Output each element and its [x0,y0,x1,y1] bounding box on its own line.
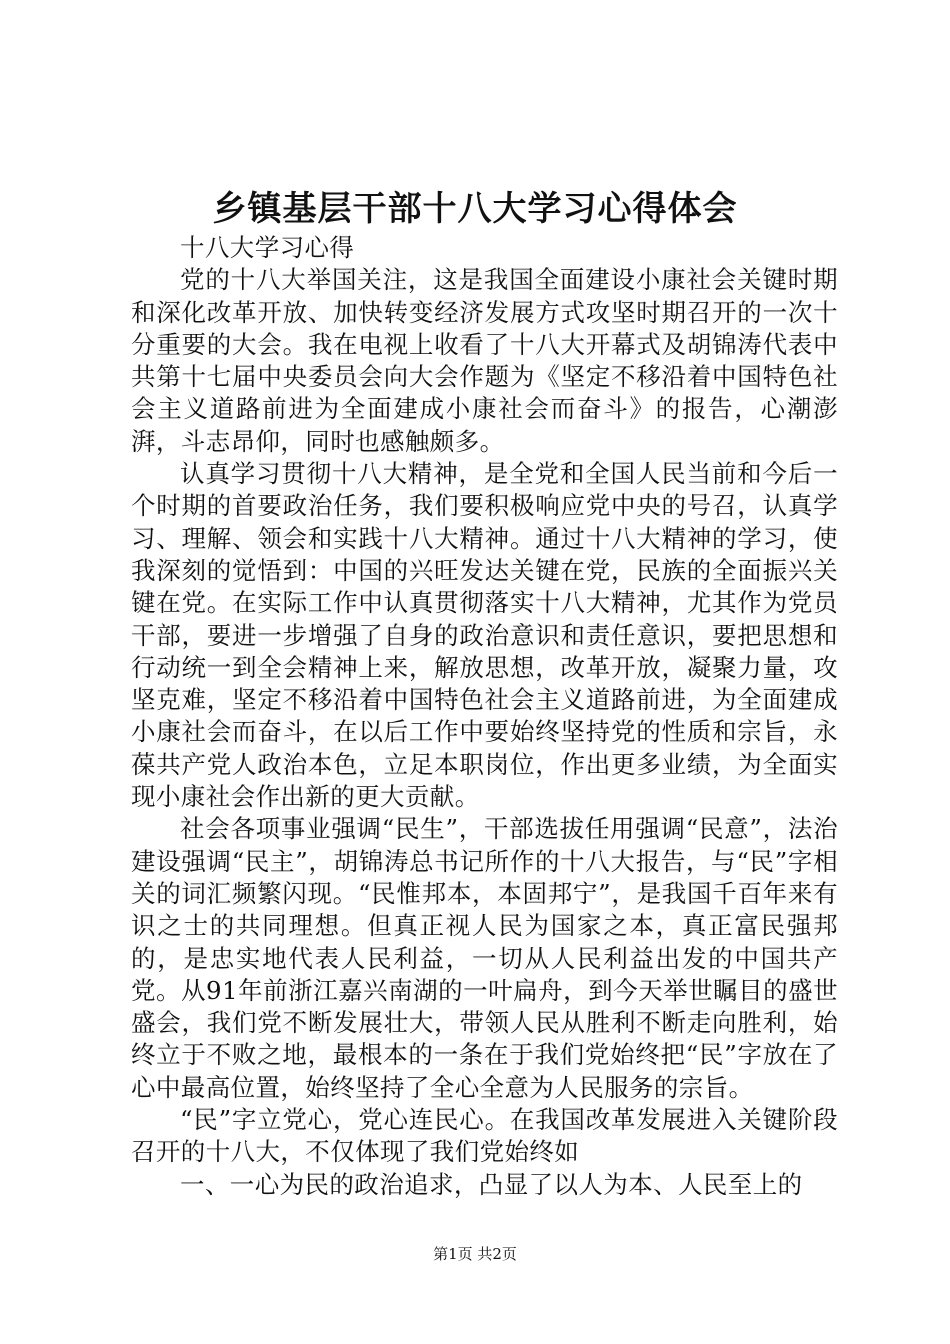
paragraph: 社会各项事业强调“民生”，干部选拔任用强调“民意”，法治建设强调“民主”，胡锦涛总书记所作的十八大报告，与“民”字相关的词汇频繁闪现。“民惟邦本，本固邦宁”，是我国千百年来有识之士的共同理想。但真正视人民为国家之本，真正富民强邦的，是忠实地代表人民利益，一切从人民利益出发的中国共产党。从91年前浙江嘉兴南湖的一叶扁舟，到今天举世瞩目的盛世盛会，我们党不断发展壮大，带领人民从胜利不断走向胜利，始终立于不败之地，最根本的一条在于我们党始终把“民”字放在了心中最高位置，始终坚持了全心全意为人民服务的宗旨。 [131,814,838,1102]
paragraph: 认真学习贯彻十八大精神，是全党和全国人民当前和今后一个时期的首要政治任务，我们要积极响应党中央的号召，认真学习、理解、领会和实践十八大精神。通过十八大精神的学习，使我深刻的觉悟到：中国的兴旺发达关键在党，民族的全面振兴关键在党。在实际工作中认真贯彻落实十八大精神，尤其作为党员干部，要进一步增强了自身的政治意识和责任意识，要把思想和行动统一到全会精神上来，解放思想，改革开放，凝聚力量，攻坚克难，坚定不移沿着中国特色社会主义道路前进，为全面建成小康社会而奋斗，在以后工作中要始终坚持党的性质和宗旨，永葆共产党人政治本色，立足本职岗位，作出更多业绩，为全面实现小康社会作出新的更大贡献。 [131,459,838,812]
paragraph: 党的十八大举国关注，这是我国全面建设小康社会关键时期和深化改革开放、加快转变经济发展方式攻坚时期召开的一次十分重要的大会。我在电视上收看了十八大开幕式及胡锦涛代表中共第十七届中央委员会向大会作题为《坚定不移沿着中国特色社会主义道路前进为全面建成小康社会而奋斗》的报告，心潮澎湃，斗志昂仰，同时也感触颇多。 [131,265,838,456]
page-footer: 第1页 共2页 [433,1245,517,1263]
paragraph-subtitle: 十八大学习心得 [180,233,355,262]
paragraph: “民”字立党心，党心连民心。在我国改革发展进入关键阶段召开的十八大，不仅体现了我们党始终如 [131,1105,838,1167]
document-body [131,232,838,1201]
paragraph: 一、一心为民的政治追求，凸显了以人为本、人民至上的 [180,1169,803,1199]
document-title: 乡镇基层干部十八大学习心得体会 [212,189,738,229]
